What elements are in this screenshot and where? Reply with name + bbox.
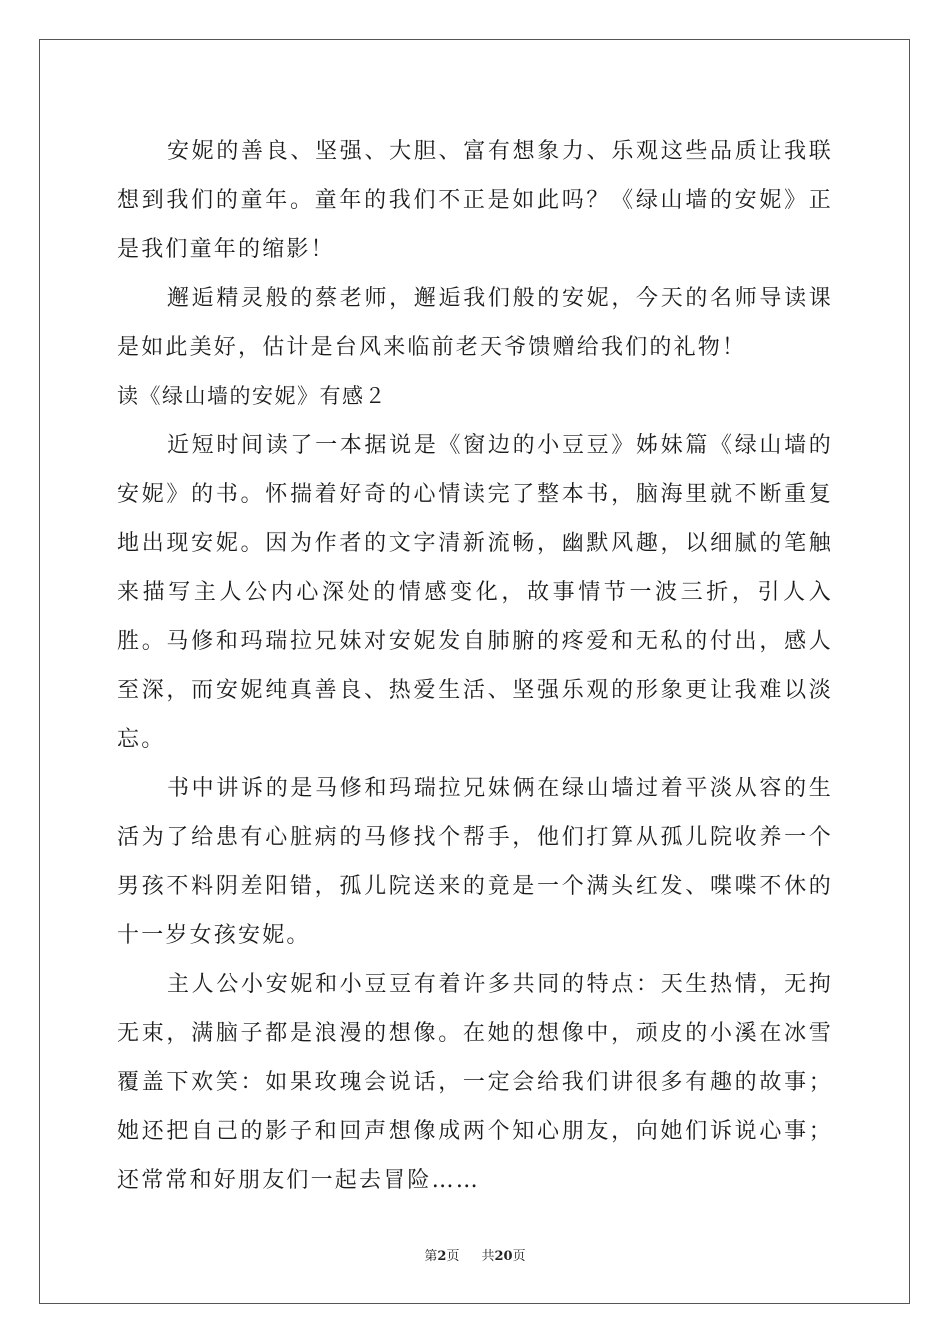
page-suffix: 页	[446, 1249, 460, 1264]
paragraph: 近短时间读了一本据说是《窗边的小豆豆》姊妹篇《绿山墙的安妮》的书。怀揣着好奇的心情读完了整本书，脑海里就不断重复地出现安妮。因为作者的文字清新流畅，幽默风趣，以细腻的笔触来描写主人公内心深处的情感变化，故事情节一波三折，引人入胜。马修和玛瑞拉兄妹对安妮发自肺腑的疼爱和无私的付出，感人至深，而安妮纯真善良、热爱生活、坚强乐观的形象更让我难以淡忘。	[117, 433, 833, 752]
paragraph: 安妮的善良、坚强、大胆、富有想象力、乐观这些品质让我联想到我们的童年。童年的我们不正是如此吗？《绿山墙的安妮》正是我们童年的缩影！	[117, 139, 833, 262]
current-page-number: 2	[437, 1249, 447, 1264]
total-prefix: 共	[481, 1249, 495, 1264]
page-footer	[0, 1245, 950, 1264]
total-suffix: 页	[512, 1249, 526, 1264]
paragraph: 主人公小安妮和小豆豆有着许多共同的特点：天生热情，无拘无束，满脑子都是浪漫的想像。在她的想像中，顽皮的小溪在冰雪覆盖下欢笑：如果玫瑰会说话，一定会给我们讲很多有趣的故事；她还把自己的影子和回声想像成两个知心朋友，向她们诉说心事；还常常和好朋友们一起去冒险……	[117, 972, 833, 1193]
page-prefix: 第	[424, 1249, 438, 1264]
section-heading: 读《绿山墙的安妮》有感２	[117, 384, 387, 408]
paragraph: 邂逅精灵般的蔡老师，邂逅我们般的安妮，今天的名师导读课是如此美好，估计是台风来临前老天爷馈赠给我们的礼物！	[117, 286, 833, 360]
total-pages-number: 20	[494, 1249, 513, 1264]
document-body	[117, 127, 833, 1205]
paragraph: 书中讲诉的是马修和玛瑞拉兄妹俩在绿山墙过着平淡从容的生活为了给患有心脏病的马修找个帮手，他们打算从孤儿院收养一个男孩不料阴差阳错，孤儿院送来的竟是一个满头红发、喋喋不休的十一岁女孩安妮。	[117, 776, 833, 948]
